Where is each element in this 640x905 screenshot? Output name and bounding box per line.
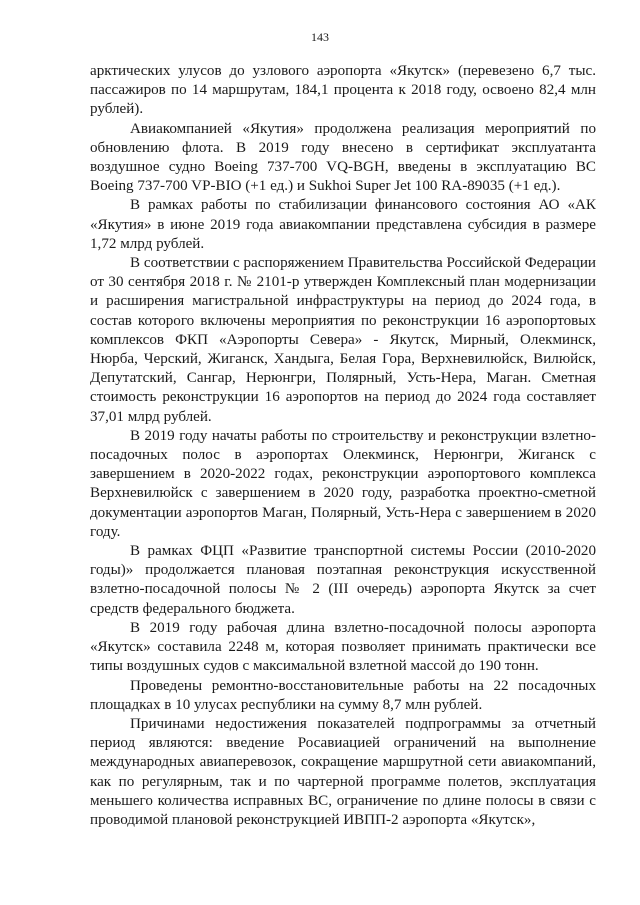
paragraph-reasons: Причинами недостижения показателей подпрограммы за отчетный период являются: введение Росавиацией ограничений на выполнение международных авиаперевозок, сокращение маршрутной сети авиакомпаний, как по регулярным, так и по чартерной программе полетов, эксплуатация меньшего количества исправных ВС, ограничение по длине полосы в связи с проводимой плановой реконструкцией ИВПП-2 аэропорта «Якутск», bbox=[90, 715, 596, 828]
page-number: 143 bbox=[311, 30, 329, 44]
paragraph-landing-sites: Проведены ремонтно-восстановительные работы на 22 посадочных площадках в 10 улусах республики на сумму 8,7 млн рублей. bbox=[90, 677, 596, 713]
paragraph-financial-subsidy: В рамках работы по стабилизации финансового состояния АО «АК «Якутия» в июне 2019 года авиакомпании представлена субсидия в размере 1,72 млрд рублей. bbox=[90, 197, 596, 252]
paragraph-fleet-renewal: Авиакомпанией «Якутия» продолжена реализация мероприятий по обновлению флота. В 2019 году внесено в сертификат эксплуатанта воздушное судно Boeing 737-700 VQ-BGH, введены в эксплуатацию ВС Boeing 737-700 VP-BIO (+1 ед.) и Sukhoi Super Jet 100 RA-89035 (+1 ед.). bbox=[90, 120, 596, 195]
paragraph-runway-works: В 2019 году начаты работы по строительству и реконструкции взлетно-посадочных полос в аэропортах Олекминск, Нерюнгри, Жиганск с завершением в 2020-2022 годах, реконструкции аэропортового комплекса Верхневилюйск с завершением в 2020 году, разработка проектно-сметной документации аэропортов Маган, Полярный, Усть-Нера с завершением в 2020 году. bbox=[90, 427, 596, 540]
paragraph-modernization-plan: В соответствии с распоряжением Правительства Российской Федерации от 30 сентября 2018 г. № 2101-р утвержден Комплексный план модернизации и расширения магистральной инфраструктуры на период до 2024 года, в состав которого включены мероприятия по реконструкции 16 аэропортовых комплексов ФКП «Аэропорты Севера» - Якутск, Мирный, Олекминск, Нюрба, Черский, Жиганск, Хандыга, Белая Гора, Верхневилюйск, Вилюйск, Депутатский, Сангар, Нерюнгри, Полярный, Усть-Нера, Маган. Сметная стоимость реконструкции 16 аэропортов на период до 2024 года составляет 37,01 млрд рублей. bbox=[90, 255, 596, 425]
document-body bbox=[90, 62, 596, 830]
paragraph-runway-length: В 2019 году рабочая длина взлетно-посадочной полосы аэропорта «Якутск» составила 2248 м, которая позволяет принимать практически все типы воздушных судов с максимальной взлетной массой до 190 тонн. bbox=[90, 619, 596, 675]
paragraph-arctic-transport: арктических улусов до узлового аэропорта «Якутск» (перевезено 6,7 тыс. пассажиров по 14 маршрутам, 184,1 процента к 2018 году, освоено 82,4 млн рублей). bbox=[90, 63, 596, 118]
paragraph-fcp-reconstruction: В рамках ФЦП «Развитие транспортной системы России (2010-2020 годы)» продолжается плановая поэтапная реконструкция искусственной взлетно-посадочной полосы № 2 (III очередь) аэропорта Якутск за счет средств федерального бюджета. bbox=[90, 543, 596, 617]
